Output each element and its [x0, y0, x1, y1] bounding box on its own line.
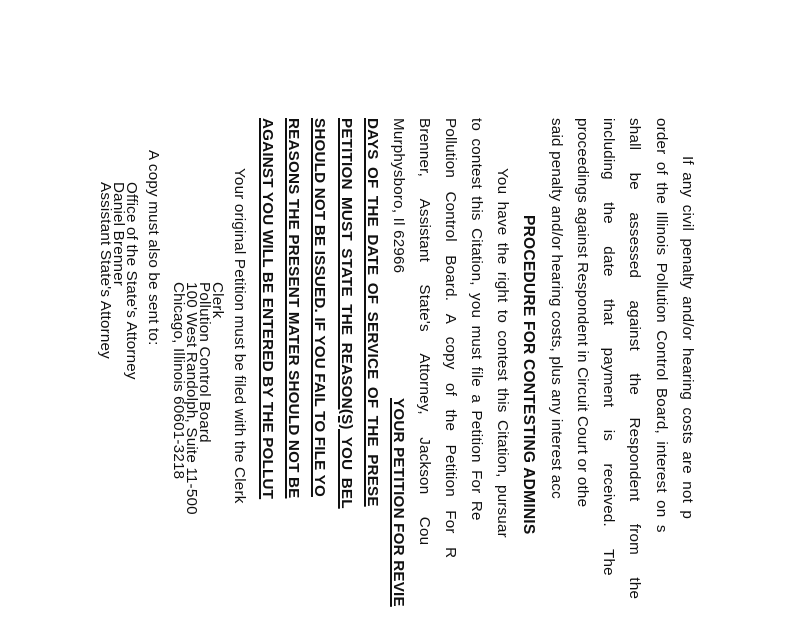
- bold-underlined-notice: DAYS OF THE DATE OF SERVICE OF THE PRESE: [364, 118, 381, 507]
- clerk-address-line: 100 West Randolph, Suite 11-500: [183, 282, 200, 515]
- paragraph-line: proceedings against Respondent in Circuit Court or othe: [574, 118, 591, 508]
- bold-underlined-notice: SHOULD NOT BE ISSUED. IF YOU FAIL TO FILE YO: [311, 118, 328, 497]
- paragraph-line: If any civil penalty and/or hearing costs are not p: [679, 156, 696, 520]
- rotated-text-block: [97, 118, 700, 618]
- attorney-address-line: Assistant State's Attorney: [97, 182, 114, 359]
- paragraph-line: A copy must also be sent to:: [145, 150, 162, 346]
- paragraph-line: Brenner, Assistant State's Attorney, Jackson Cou: [416, 118, 433, 546]
- attorney-address-line: Office of the State's Attorney: [123, 182, 140, 380]
- bold-underlined-notice: PETITION MUST STATE THE REASON(S) YOU BEL: [338, 118, 355, 509]
- section-heading: PROCEDURE FOR CONTESTING ADMINIS: [520, 215, 537, 535]
- clerk-address-line: Clerk: [209, 282, 226, 319]
- paragraph-line: said penalty and/or hearing costs, plus any interest acc: [548, 118, 565, 499]
- paragraph-line: Your original Petition must be filed with the Clerk: [231, 168, 248, 504]
- paragraph-line: shall be assessed against the Respondent from the: [626, 118, 643, 600]
- bold-underlined-notice: YOUR PETITION FOR REVIE: [390, 398, 407, 607]
- paragraph-line: including the date that payment is received. The: [600, 118, 617, 576]
- clerk-address-line: Chicago, Illinois 60601-3218: [170, 282, 187, 480]
- paragraph-line: Pollution Control Board. A copy of the Petition For R: [442, 118, 459, 559]
- paragraph-line: Murphysboro, Il 62966: [390, 118, 407, 274]
- paragraph-line: to contest this Citation, you must file a Petition For Re: [468, 118, 485, 521]
- paragraph-line: order of the Illinois Pollution Control Board, interest on s: [653, 118, 670, 533]
- clerk-address-line: Pollution Control Board: [196, 282, 213, 443]
- attorney-address-line: Daniel Brenner: [110, 182, 127, 287]
- paragraph-line: You have the right to contest this Citation, pursuar: [494, 168, 511, 538]
- bold-underlined-notice: AGAINST YOU WILL BE ENTERED BY THE POLLUT: [259, 118, 276, 500]
- bold-underlined-notice: REASONS THE PRESENT MATER SHOULD NOT BE: [285, 118, 302, 499]
